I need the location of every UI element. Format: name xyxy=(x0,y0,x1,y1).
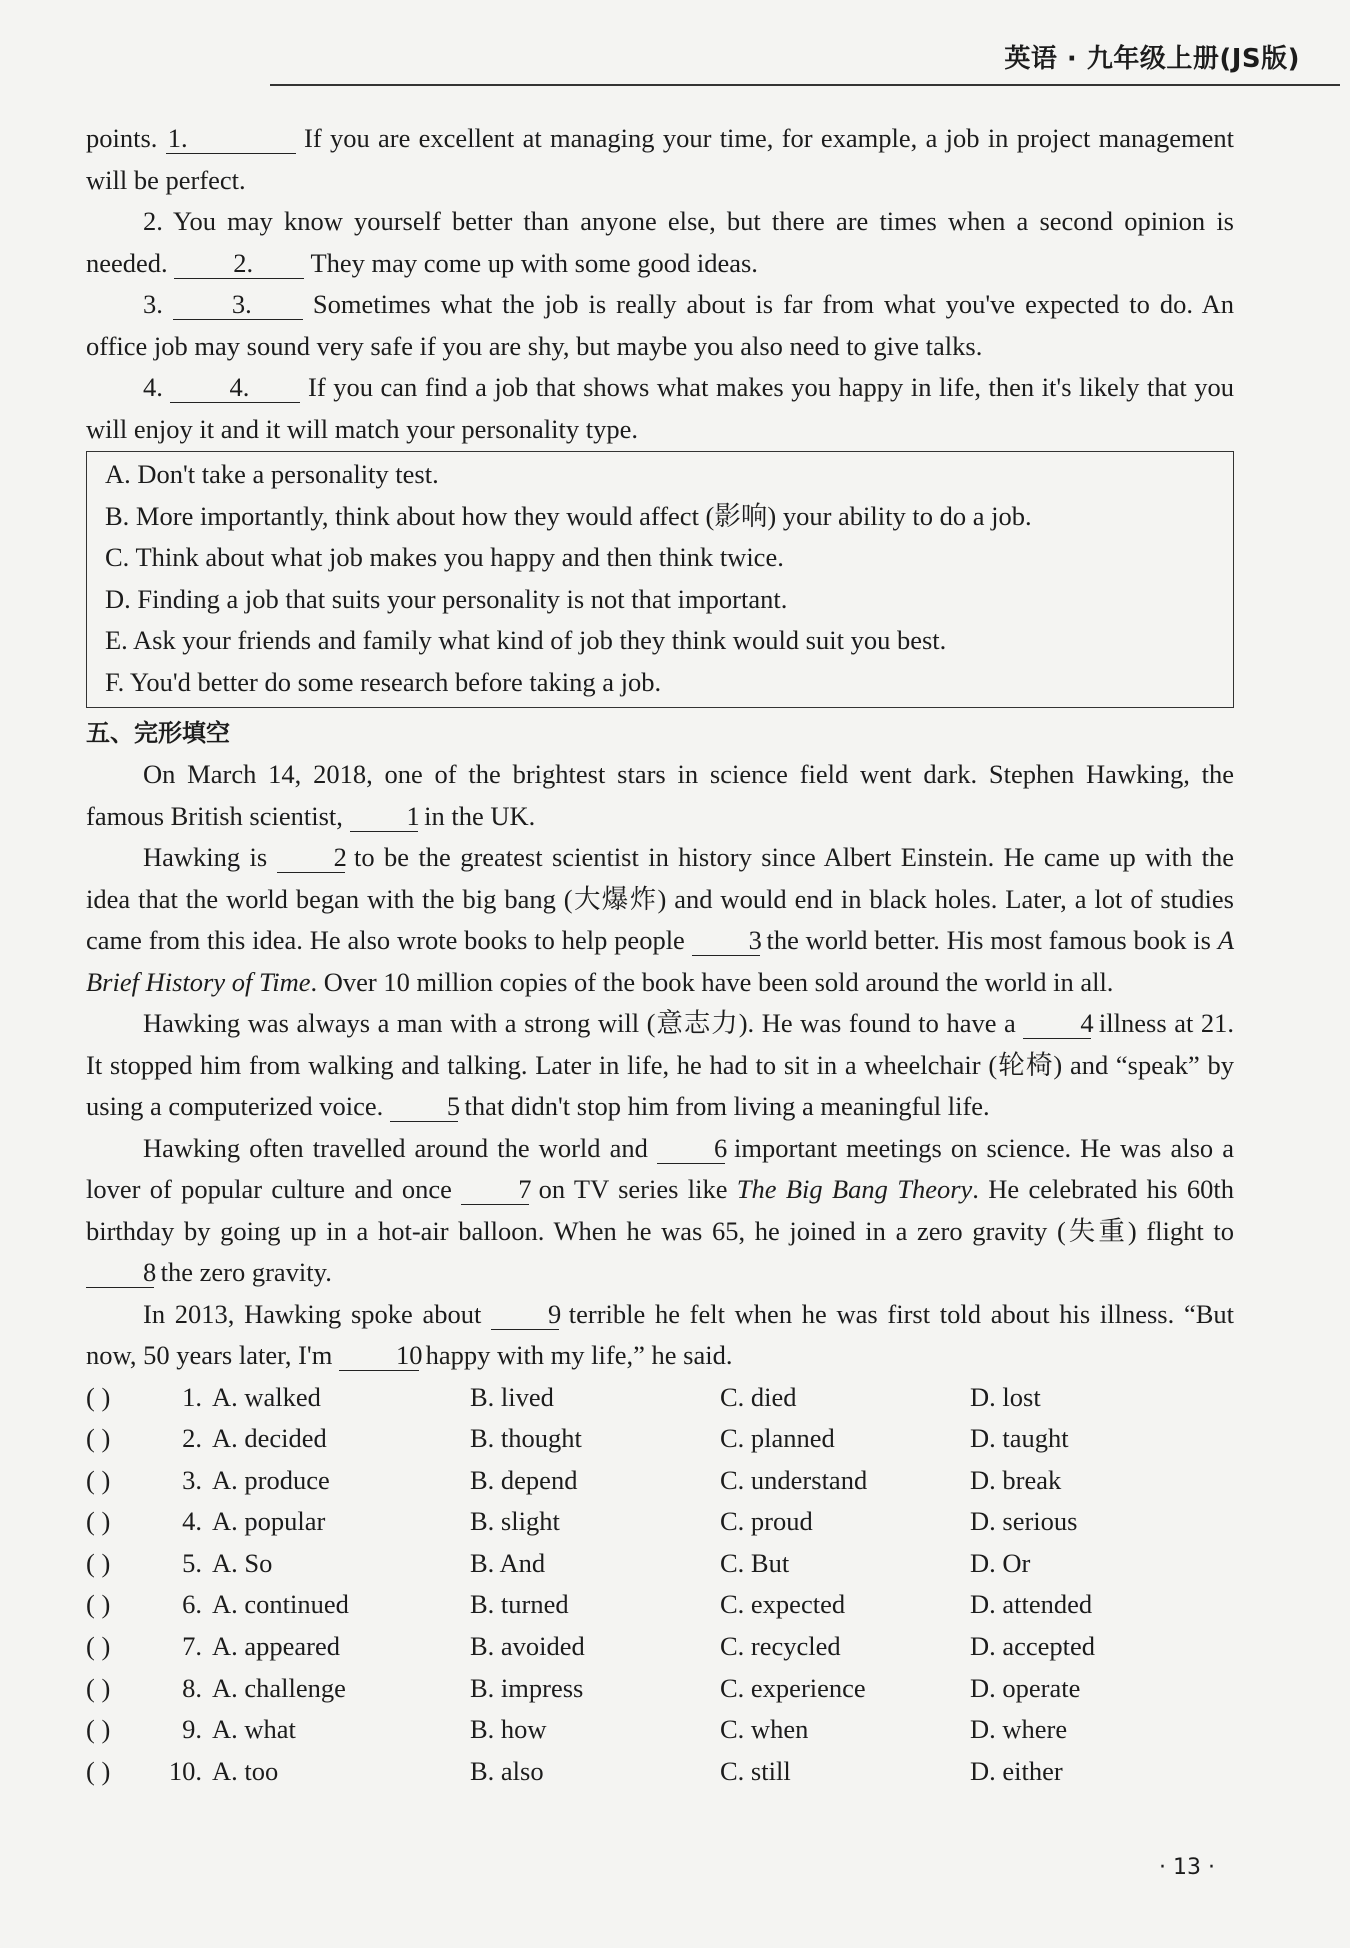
cloze-blank-7[interactable]: 7 xyxy=(461,1174,529,1205)
choice-c: C. proud xyxy=(720,1506,813,1537)
cloze-blank-5[interactable]: 5 xyxy=(390,1091,458,1122)
answer-paren[interactable]: ( ) xyxy=(86,1423,111,1454)
option-e: E. Ask your friends and family what kind of job they think would suit you best. xyxy=(105,625,947,655)
choice-a: A. walked xyxy=(212,1381,321,1412)
choice-a: A. continued xyxy=(212,1589,349,1620)
question-row xyxy=(86,1626,1234,1668)
choice-d: D. serious xyxy=(970,1506,1078,1537)
reading-paragraph-3: 3. 3. Sometimes what the job is really about is far from what you've expected to do. An office job may sound very safe if you are shy, but maybe you also need to give talks. xyxy=(86,289,1234,361)
answer-blank-1[interactable]: 1. xyxy=(166,123,296,154)
choice-a: A. produce xyxy=(212,1464,330,1495)
option-f: F. You'd better do some research before taking a job. xyxy=(105,666,662,697)
choice-b: B. impress xyxy=(470,1672,584,1703)
question-row xyxy=(86,1501,1234,1543)
choice-b: B. also xyxy=(470,1755,544,1786)
choice-c: C. expected xyxy=(720,1589,846,1620)
cloze-blank-3[interactable]: 3 xyxy=(692,925,760,956)
page-content xyxy=(86,118,1234,1792)
cloze-blank-9[interactable]: 9 xyxy=(491,1299,559,1330)
answer-paren[interactable]: ( ) xyxy=(86,1672,111,1703)
choice-b: B. lived xyxy=(470,1381,554,1412)
choice-b: B. how xyxy=(470,1714,547,1745)
header-title: 英语 · 九年级上册(JS版) xyxy=(1004,44,1300,74)
reading-paragraph-4: 4. 4. If you can find a job that shows what makes you happy in life, then it's likely that you will enjoy it and it will match your personality type. xyxy=(86,372,1235,444)
choice-a: A. appeared xyxy=(212,1631,341,1662)
choice-d: D. break xyxy=(970,1464,1062,1495)
answer-paren[interactable]: ( ) xyxy=(86,1755,111,1786)
choice-a: A. too xyxy=(212,1755,279,1786)
choice-c: C. still xyxy=(720,1755,791,1786)
tv-series-title: The Big Bang Theory xyxy=(736,1174,973,1204)
option-b: B. More importantly, think about how they would affect (影响) your ability to do a job. xyxy=(105,500,1032,531)
choice-c: C. when xyxy=(720,1714,809,1745)
question-number: 8. xyxy=(182,1672,202,1703)
choice-a: A. what xyxy=(212,1714,296,1745)
question-row xyxy=(86,1751,1234,1793)
choice-b: B. thought xyxy=(470,1423,582,1454)
book-title: A Brief History of Time xyxy=(86,925,1234,997)
cloze-paragraph-1: On March 14, 2018, one of the brightest stars in science field went dark. Stephen Hawking, the famous British scientist, 1 in the UK. xyxy=(86,759,1234,831)
answer-paren[interactable]: ( ) xyxy=(86,1506,111,1537)
choice-a: A. popular xyxy=(212,1506,326,1537)
cloze-blank-4[interactable]: 4 xyxy=(1023,1008,1091,1039)
answer-paren[interactable]: ( ) xyxy=(86,1381,111,1412)
question-number: 6. xyxy=(182,1589,202,1620)
question-number: 10. xyxy=(168,1755,202,1786)
cloze-paragraph-5: In 2013, Hawking spoke about 9 terrible he felt when he was first told about his illness. “But now, 50 years later, I'm 10 happy with my life,” he said. xyxy=(86,1298,1234,1370)
header-rule xyxy=(270,84,1340,86)
reading-paragraph-2: 2. You may know yourself better than anyone else, but there are times when a second opinion is needed. 2. They may come up with some good ideas. xyxy=(86,206,1234,278)
choice-c: C. died xyxy=(720,1381,797,1412)
section-heading: 五、完形填空 xyxy=(86,719,230,747)
question-number: 2. xyxy=(182,1423,202,1454)
choice-b: B. depend xyxy=(470,1464,578,1495)
choice-a: A. So xyxy=(212,1547,273,1578)
choice-b: B. slight xyxy=(470,1506,560,1537)
question-number: 5. xyxy=(182,1547,202,1578)
answer-paren[interactable]: ( ) xyxy=(86,1464,111,1495)
answer-blank-3[interactable]: 3. xyxy=(173,289,303,320)
cloze-paragraph-4: Hawking often travelled around the world and 6 important meetings on science. He was also a lover of popular culture and once 7 on TV series like The Big Bang Theory. He celebrated his 60th birthday by going up in a hot-air balloon. When he was 65, he joined in a zero gravity (失重) flight to 8 the zero gravity. xyxy=(86,1132,1234,1287)
option-d: D. Finding a job that suits your personality is not that important. xyxy=(105,583,788,614)
question-number: 3. xyxy=(182,1464,202,1495)
choice-c: C. planned xyxy=(720,1423,835,1454)
question-row xyxy=(86,1668,1234,1710)
cloze-paragraph-2: Hawking is 2 to be the greatest scientist in history since Albert Einstein. He came up with the idea that the world began with the big bang (大爆炸) and would end in black holes. Later, a lot of studies came from this idea. He also wrote books to help people 3 the world better. His most famous book is A Brief History of Time. Over 10 million copies of the book have been sold around the world in all. xyxy=(86,842,1234,997)
reading-paragraph-1: points. 1. If you are excellent at managing your time, for example, a job in project management will be perfect. xyxy=(86,123,1234,195)
answer-paren[interactable]: ( ) xyxy=(86,1547,111,1578)
cloze-blank-10[interactable]: 10 xyxy=(339,1340,419,1371)
question-row xyxy=(86,1460,1234,1502)
answer-paren[interactable]: ( ) xyxy=(86,1589,111,1620)
answer-blank-2[interactable]: 2. xyxy=(174,248,304,279)
cloze-blank-6[interactable]: 6 xyxy=(657,1133,725,1164)
choice-b: B. And xyxy=(470,1547,546,1578)
choice-c: C. understand xyxy=(720,1464,868,1495)
option-c: C. Think about what job makes you happy and then think twice. xyxy=(105,542,784,572)
choice-d: D. accepted xyxy=(970,1631,1096,1662)
option-a: A. Don't take a personality test. xyxy=(105,459,439,489)
question-row xyxy=(86,1543,1234,1585)
choice-d: D. Or xyxy=(970,1547,1031,1578)
choice-d: D. taught xyxy=(970,1423,1069,1454)
question-row xyxy=(86,1709,1234,1751)
question-list xyxy=(86,1377,1234,1793)
question-number: 1. xyxy=(182,1381,202,1412)
cloze-blank-1[interactable]: 1 xyxy=(350,801,418,832)
question-row xyxy=(86,1584,1234,1626)
cloze-blank-8[interactable]: 8 xyxy=(86,1257,154,1288)
answer-paren[interactable]: ( ) xyxy=(86,1714,111,1745)
choice-a: A. decided xyxy=(212,1423,327,1454)
choice-c: C. recycled xyxy=(720,1631,841,1662)
question-row xyxy=(86,1377,1234,1419)
choice-d: D. where xyxy=(970,1714,1068,1745)
answer-blank-4[interactable]: 4. xyxy=(170,372,300,403)
choice-d: D. operate xyxy=(970,1672,1081,1703)
cloze-blank-2[interactable]: 2 xyxy=(277,842,345,873)
cloze-paragraph-3: Hawking was always a man with a strong will (意志力). He was found to have a 4 illness at 21. It stopped him from walking and talking. Later in life, he had to sit in a wheelchair (轮椅) and “speak” by using a computerized voice. 5 that didn't stop him from living a meaningful life. xyxy=(86,1008,1234,1121)
choice-d: D. attended xyxy=(970,1589,1093,1620)
page-number: · 13 · xyxy=(1159,1855,1215,1880)
options-box xyxy=(86,451,1234,708)
question-number: 9. xyxy=(182,1714,202,1745)
choice-d: D. lost xyxy=(970,1381,1041,1412)
choice-a: A. challenge xyxy=(212,1672,346,1703)
choice-d: D. either xyxy=(970,1755,1063,1786)
choice-c: C. But xyxy=(720,1547,790,1578)
choice-c: C. experience xyxy=(720,1672,866,1703)
choice-b: B. avoided xyxy=(470,1631,585,1662)
question-number: 4. xyxy=(182,1506,202,1537)
question-row xyxy=(86,1418,1234,1460)
question-number: 7. xyxy=(182,1631,202,1662)
answer-paren[interactable]: ( ) xyxy=(86,1631,111,1662)
choice-b: B. turned xyxy=(470,1589,569,1620)
